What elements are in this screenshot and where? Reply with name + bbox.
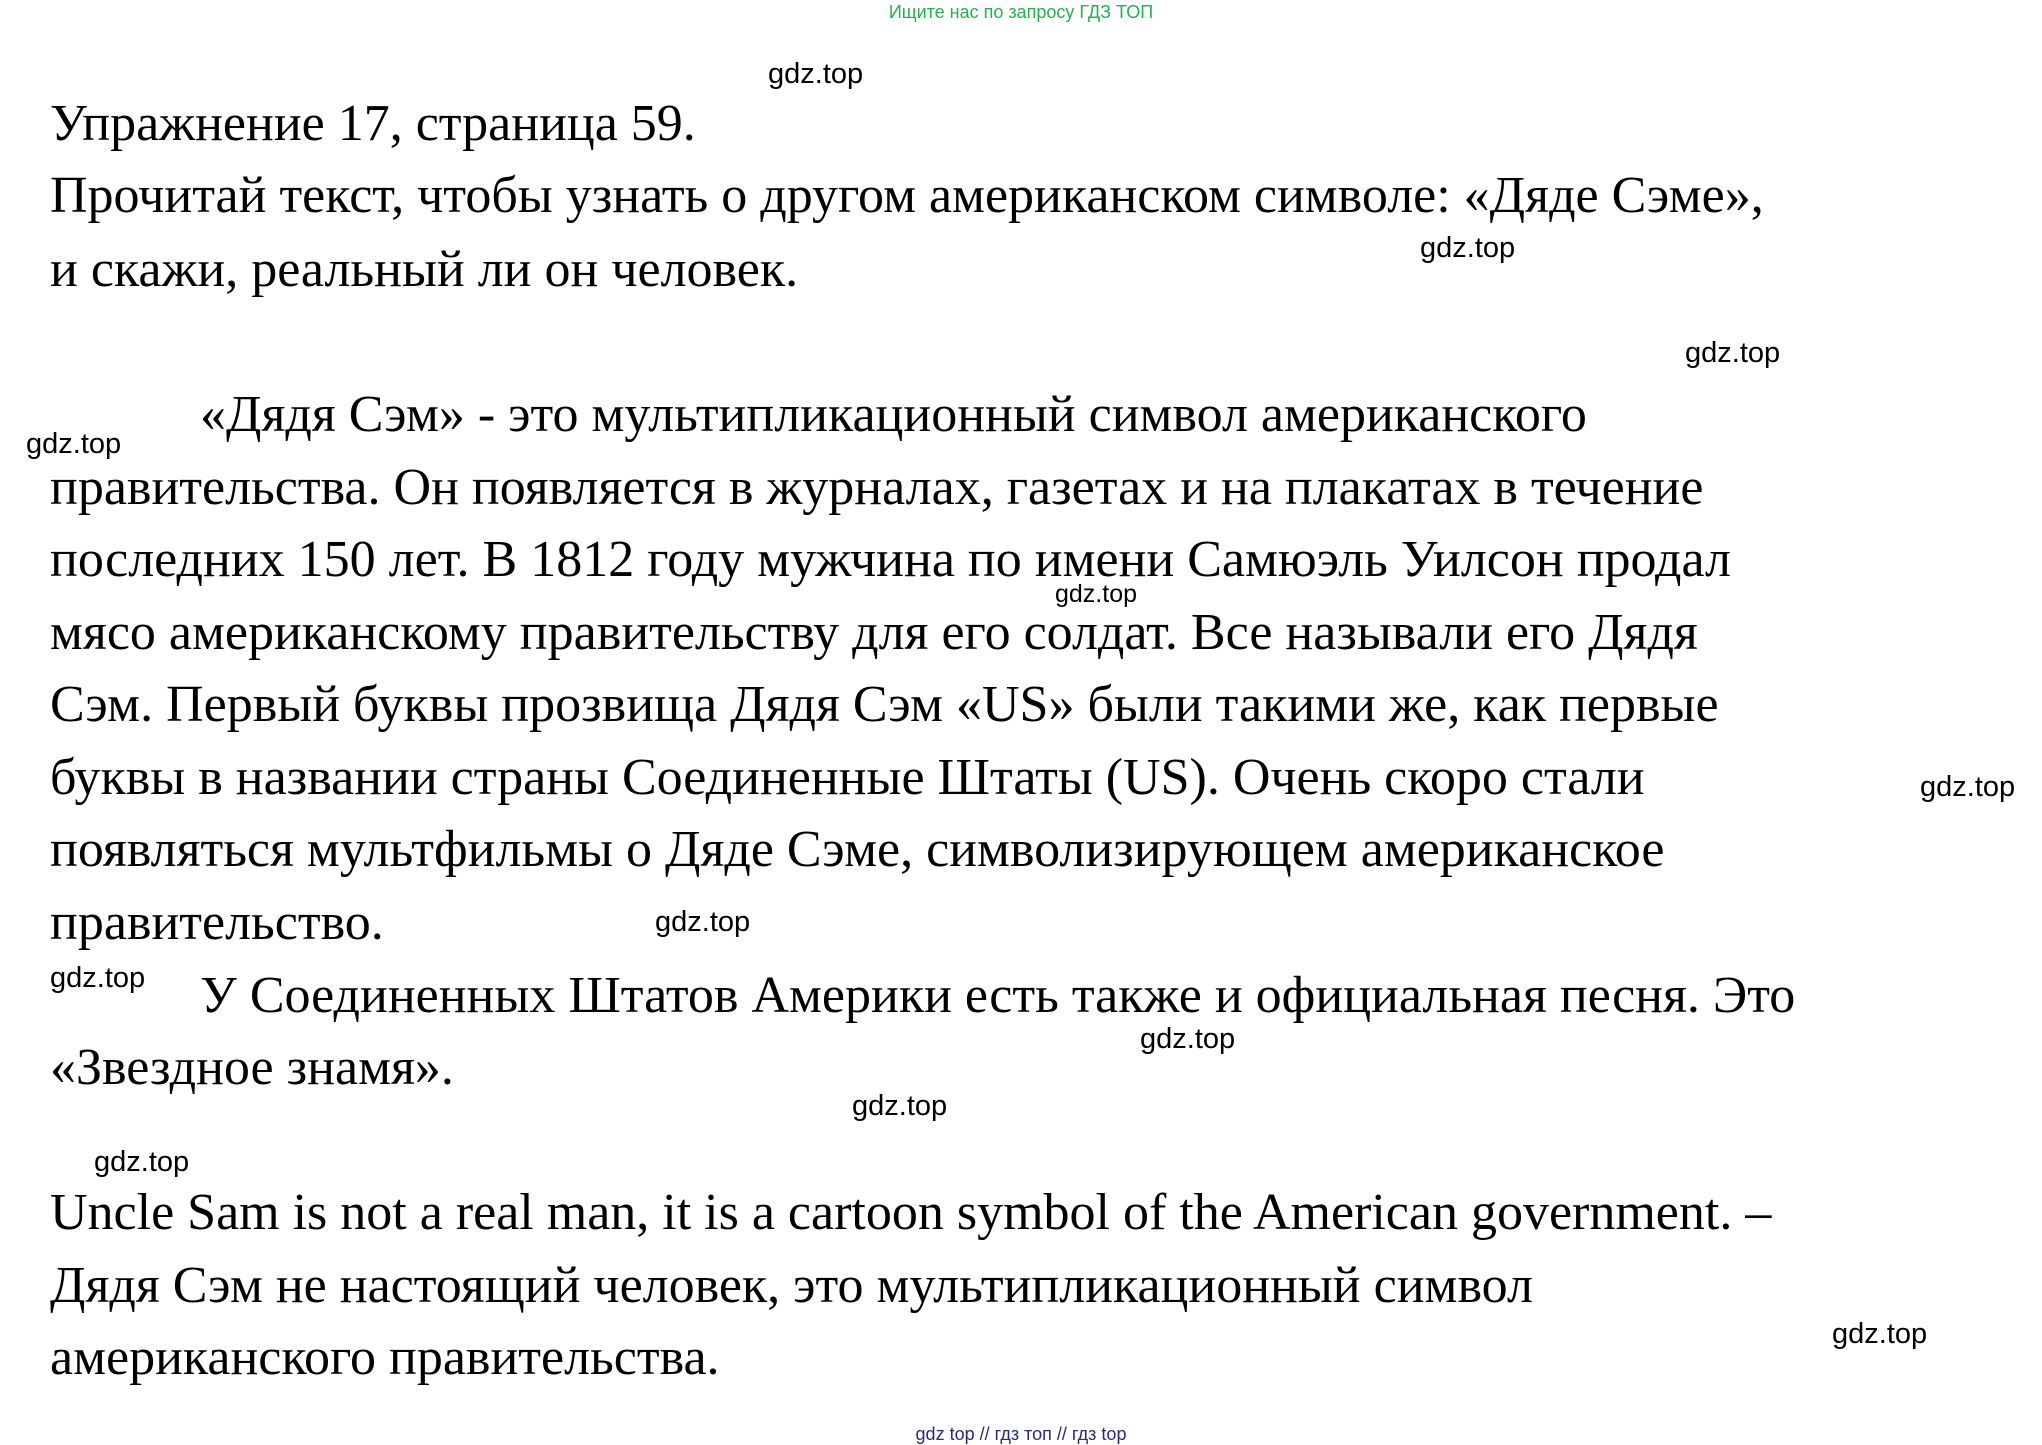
watermark: gdz.top	[1920, 771, 2016, 803]
watermark: gdz.top	[26, 428, 122, 460]
text-line: У Соединенных Штатов Америки есть также и официальная песня. Это	[200, 967, 1796, 1024]
footer-links[interactable]: gdz top // гдз топ // гдз top	[915, 1424, 1127, 1444]
answer-line: Uncle Sam is not a real man, it is a cartoon symbol of the American government. –	[50, 1184, 1772, 1241]
watermark: gdz.top	[1140, 1023, 1236, 1055]
top-banner[interactable]: Ищите нас по запросу ГДЗ ТОП	[888, 2, 1154, 22]
text-line: мясо американскому правительству для его солдат. Все называли его Дядя	[50, 604, 1698, 661]
watermark: gdz.top	[655, 906, 751, 938]
text-line: «Звездное знамя».	[50, 1039, 454, 1096]
task-line: и скажи, реальный ли он человек.	[50, 241, 799, 298]
task-line: Прочитай текст, чтобы узнать о другом американском символе: «Дяде Сэме»,	[50, 167, 1764, 224]
text-line: правительства. Он появляется в журналах, газетах и на плакатах в течение	[50, 459, 1704, 516]
text-line: появляться мультфильмы о Дяде Сэме, символизирующем американское	[50, 821, 1665, 878]
watermark: gdz.top	[50, 962, 146, 994]
answer-line: американского правительства.	[50, 1329, 720, 1386]
watermark: gdz.top	[768, 58, 864, 90]
watermark: gdz.top	[1420, 232, 1516, 264]
text-line: Сэм. Первый буквы прозвища Дядя Сэм «US» были такими же, как первые	[50, 676, 1719, 733]
watermark: gdz.top	[1832, 1318, 1928, 1350]
watermark: gdz.top	[1685, 337, 1781, 369]
answer-line: Дядя Сэм не настоящий человек, это мультипликационный символ	[50, 1257, 1533, 1314]
watermark: gdz.top	[94, 1146, 190, 1178]
text-line: «Дядя Сэм» - это мультипликационный символ американского	[200, 386, 1587, 443]
text-line: буквы в названии страны Соединенные Штаты (US). Очень скоро стали	[50, 749, 1645, 806]
watermark: gdz.top	[1055, 580, 1138, 608]
text-line: правительство.	[50, 894, 384, 951]
text-line: последних 150 лет. В 1812 году мужчина по имени Самюэль Уилсон продал	[50, 531, 1731, 588]
exercise-heading: Упражнение 17, страница 59.	[50, 95, 696, 152]
watermark: gdz.top	[852, 1090, 948, 1122]
